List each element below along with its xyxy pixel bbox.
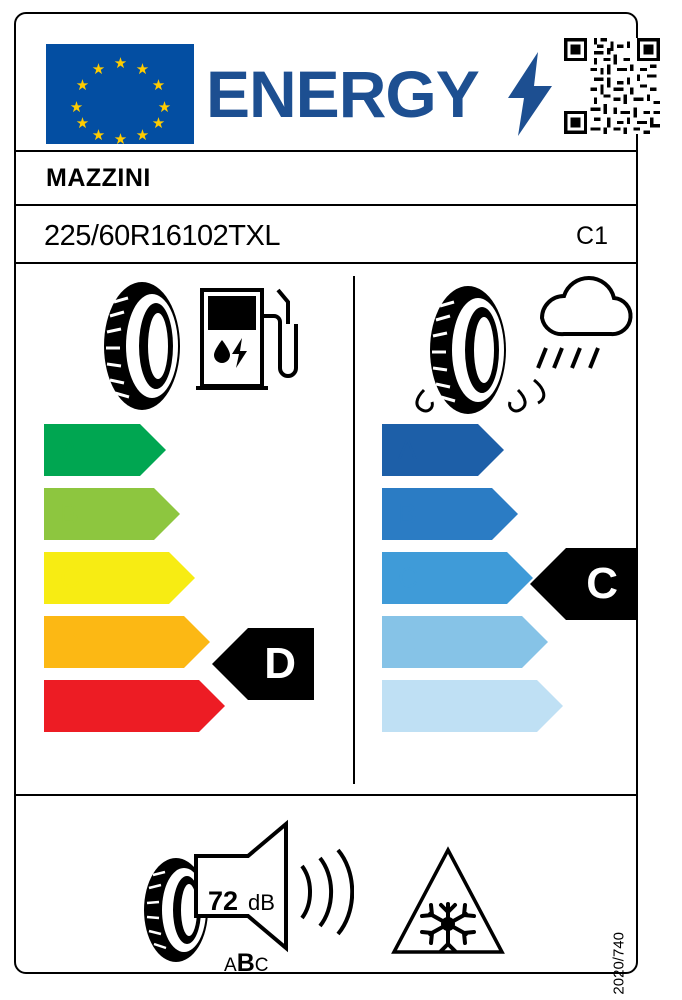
wet-result-badge [566, 548, 636, 620]
rain-cloud-icon [538, 278, 631, 368]
tyre-icon [104, 282, 180, 410]
wet-grade-a-label: A [398, 434, 417, 465]
fuel-grade-c-label: C [60, 562, 81, 593]
noise-class-scale [224, 949, 268, 978]
energy-label-frame [14, 12, 638, 995]
grade-row [382, 424, 562, 476]
fuel-grade-d-label: D [60, 626, 81, 657]
fuel-efficiency-pictogram [90, 276, 340, 416]
noise-unit: dB [248, 890, 275, 915]
fuel-pump-icon [196, 290, 296, 388]
qr-code [564, 38, 660, 134]
divider-size [16, 262, 636, 264]
noise-class-c: C [254, 955, 269, 976]
eu-flag: ★ ★ ★ ★ ★ ★ ★ ★ ★ ★ ★ ★ [46, 44, 194, 144]
wet-grade-b [382, 488, 492, 540]
grade-row [44, 616, 224, 668]
wet-grade-b-label: B [398, 498, 417, 529]
wet-grade-e-label: E [398, 690, 417, 721]
fuel-grade-a [44, 424, 140, 476]
fuel-result-badge [248, 628, 314, 700]
wet-grade-d [382, 616, 522, 668]
fuel-grade-b-label: B [60, 498, 79, 529]
divider-top [16, 150, 636, 152]
wet-grip-pictogram [406, 272, 636, 422]
fuel-grade-list [44, 424, 224, 744]
wet-grade-d-label: D [398, 626, 419, 657]
noise-pictogram [134, 818, 354, 968]
wet-grade-c-label: C [398, 562, 419, 593]
noise-class-a: A [224, 955, 237, 976]
label-date: 2020/740 [611, 932, 628, 995]
grade-row [382, 680, 562, 732]
column-divider [353, 276, 355, 784]
noise-class-b: B [236, 949, 255, 977]
grade-row [382, 616, 562, 668]
energy-title: ENERGY [206, 57, 479, 131]
tyre-class: C1 [576, 222, 608, 250]
wet-grade-e [382, 680, 537, 732]
fuel-grade-e-label: E [60, 690, 79, 721]
grade-row [44, 488, 224, 540]
fuel-grade-d [44, 616, 184, 668]
divider-bottom [16, 794, 636, 796]
fuel-grade-c [44, 552, 169, 604]
fuel-grade-a-label: A [60, 434, 79, 465]
brand-name: MAZZINI [46, 164, 151, 192]
wet-grade-a [382, 424, 478, 476]
fuel-grade-b [44, 488, 154, 540]
wet-grade-c [382, 552, 507, 604]
noise-value: 72 [208, 886, 239, 916]
fuel-result-label: D [264, 639, 296, 688]
grade-row [44, 424, 224, 476]
snowflake-mountain-icon [388, 844, 508, 964]
grade-row [44, 552, 224, 604]
grade-row [382, 488, 562, 540]
divider-brand [16, 204, 636, 206]
grade-row [44, 680, 224, 732]
wet-result-label: C [586, 559, 618, 608]
fuel-grade-e [44, 680, 199, 732]
tyre-wet-icon [417, 286, 544, 414]
tyre-size: 225/60R16102TXL [44, 220, 280, 252]
lightning-bolt-icon [508, 52, 552, 136]
